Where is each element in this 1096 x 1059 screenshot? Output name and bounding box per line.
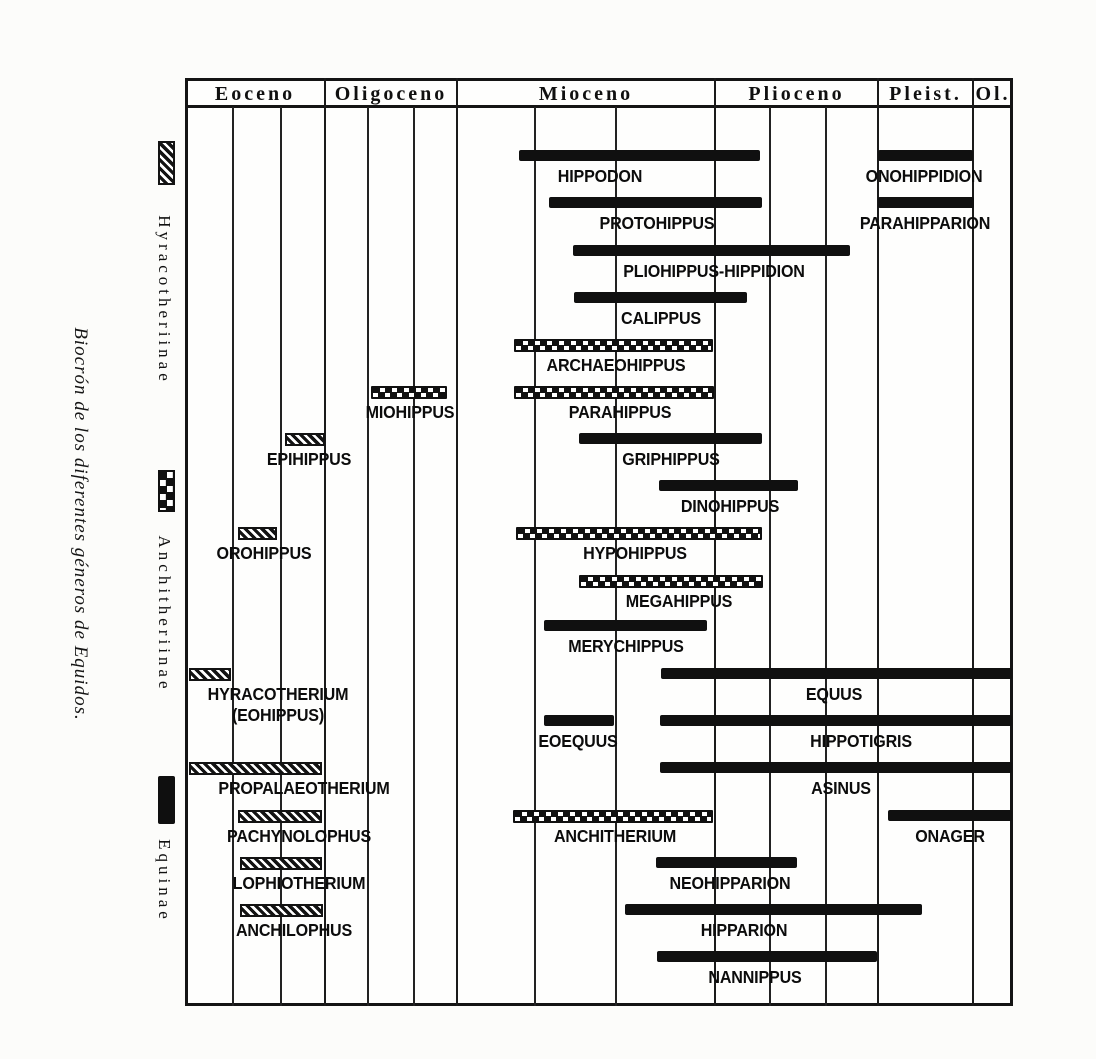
genus-bar-archaeohippus [514,339,713,352]
genus-bar-anchitherium [513,810,713,823]
genus-label-onager: ONAGER [915,826,985,846]
genus-bar-miohippus [371,386,447,399]
legend-label-anchitheriinae: Anchitheriinae [155,535,174,693]
genus-label-megahippus: MEGAHIPPUS [625,591,733,611]
genus-label-neohipparion: NEOHIPPARION [669,873,791,893]
epoch-label-oligoceno: Oligoceno [334,83,448,105]
genus-label-archaeohippus: ARCHAEOHIPPUS [546,355,686,375]
genus-label-eoequus: EOEQUUS [538,731,618,751]
genus-bar-hyracotherium [189,668,231,681]
gridline-major [324,78,326,1006]
genus-bar-orohippus [238,527,277,540]
genus-bar-eoequus [544,715,614,726]
gridline-minor [825,107,827,1006]
genus-label-hipparion: HIPPARION [700,920,788,940]
genus-label-calippus: CALIPPUS [621,308,701,328]
genus-bar-parahipparion [878,197,974,208]
genus-bar-neohipparion [656,857,797,868]
epoch-label-mioceno: Mioceno [538,83,634,105]
genus-bar-dinohippus [659,480,798,491]
figure-caption: Biocrón de los diferentes géneros de Equidos. [70,327,91,721]
genus-label-merychippus: MERYCHIPPUS [568,636,684,656]
genus-bar-asinus [660,762,1012,773]
genus-bar-propalaeotherium [189,762,322,775]
genus-bar-epihippus [285,433,325,446]
epoch-label-eoceno: Eoceno [214,83,296,105]
legend-swatch-equinae [158,776,175,824]
genus-label-dinohippus: DINOHIPPUS [680,496,780,516]
epoch-label-pleist: Pleist. [889,83,962,105]
genus-label-parahipparion: PARAHIPPARION [859,213,991,233]
genus-bar-hippodon [519,150,760,161]
genus-label-miohippus: MIOHIPPUS [365,402,455,422]
genus-bar-pliohippus-hippidion [573,245,850,256]
genus-label-pliohippus-hippidion: PLIOHIPPUS-HIPPIDION [623,261,805,281]
genus-bar-griphippus [579,433,762,444]
genus-bar-onager [888,810,1012,821]
genus-label-hyracotherium: HYRACOTHERIUM (EOHIPPUS) [207,684,349,725]
legend-swatch-hyracotheriinae [158,141,175,185]
gridline-minor [769,107,771,1006]
genus-label-hippodon: HIPPODON [557,166,643,186]
genus-label-epihippus: EPIHIPPUS [266,449,352,469]
genus-label-protohippus: PROTOHIPPUS [599,213,715,233]
genus-label-propalaeotherium: PROPALAEOTHERIUM [218,778,390,798]
genus-bar-hipparion [625,904,922,915]
genus-bar-nannippus [657,951,877,962]
genus-bar-merychippus [544,620,707,631]
gridline-minor [534,107,536,1006]
genus-label-anchilophus: ANCHILOPHUS [235,920,353,940]
legend-swatch-anchitheriinae [158,470,175,512]
genus-label-pachynolophus: PACHYNOLOPHUS [226,826,372,846]
genus-label-nannippus: NANNIPPUS [708,967,802,987]
genus-bar-megahippus [579,575,763,588]
gridline-minor [413,107,415,1006]
genus-label-asinus: ASINUS [811,778,871,798]
genus-bar-hypohippus [516,527,762,540]
genus-label-anchitherium: ANCHITHERIUM [553,826,677,846]
genus-label-parahippus: PARAHIPPUS [568,402,672,422]
epoch-label-ol: Ol. [975,83,1011,105]
genus-label-griphippus: GRIPHIPPUS [622,449,720,469]
genus-bar-anchilophus [240,904,323,917]
legend-label-equinae: Equinae [155,839,174,923]
genus-label-equus: EQUUS [805,684,863,704]
genus-label-hippotigris: HIPPOTIGRIS [810,731,912,751]
genus-label-onohippidion: ONOHIPPIDION [865,166,983,186]
genus-bar-pachynolophus [238,810,322,823]
genus-bar-equus [661,668,1012,679]
genus-bar-hippotigris [660,715,1012,726]
gridline-major [456,78,458,1006]
genus-label-hypohippus: HYPOHIPPUS [583,543,687,563]
genus-label-lophiotherium: LOPHIOTHERIUM [232,873,366,893]
legend-label-hyracotheriinae: Hyracotheriinae [155,215,174,385]
genus-bar-parahippus [514,386,714,399]
genus-bar-lophiotherium [240,857,322,870]
genus-label-orohippus: OROHIPPUS [216,543,312,563]
genus-bar-onohippidion [878,150,973,161]
epoch-label-plioceno: Plioceno [748,83,845,105]
gridline-minor [367,107,369,1006]
genus-bar-protohippus [549,197,762,208]
genus-bar-calippus [574,292,747,303]
